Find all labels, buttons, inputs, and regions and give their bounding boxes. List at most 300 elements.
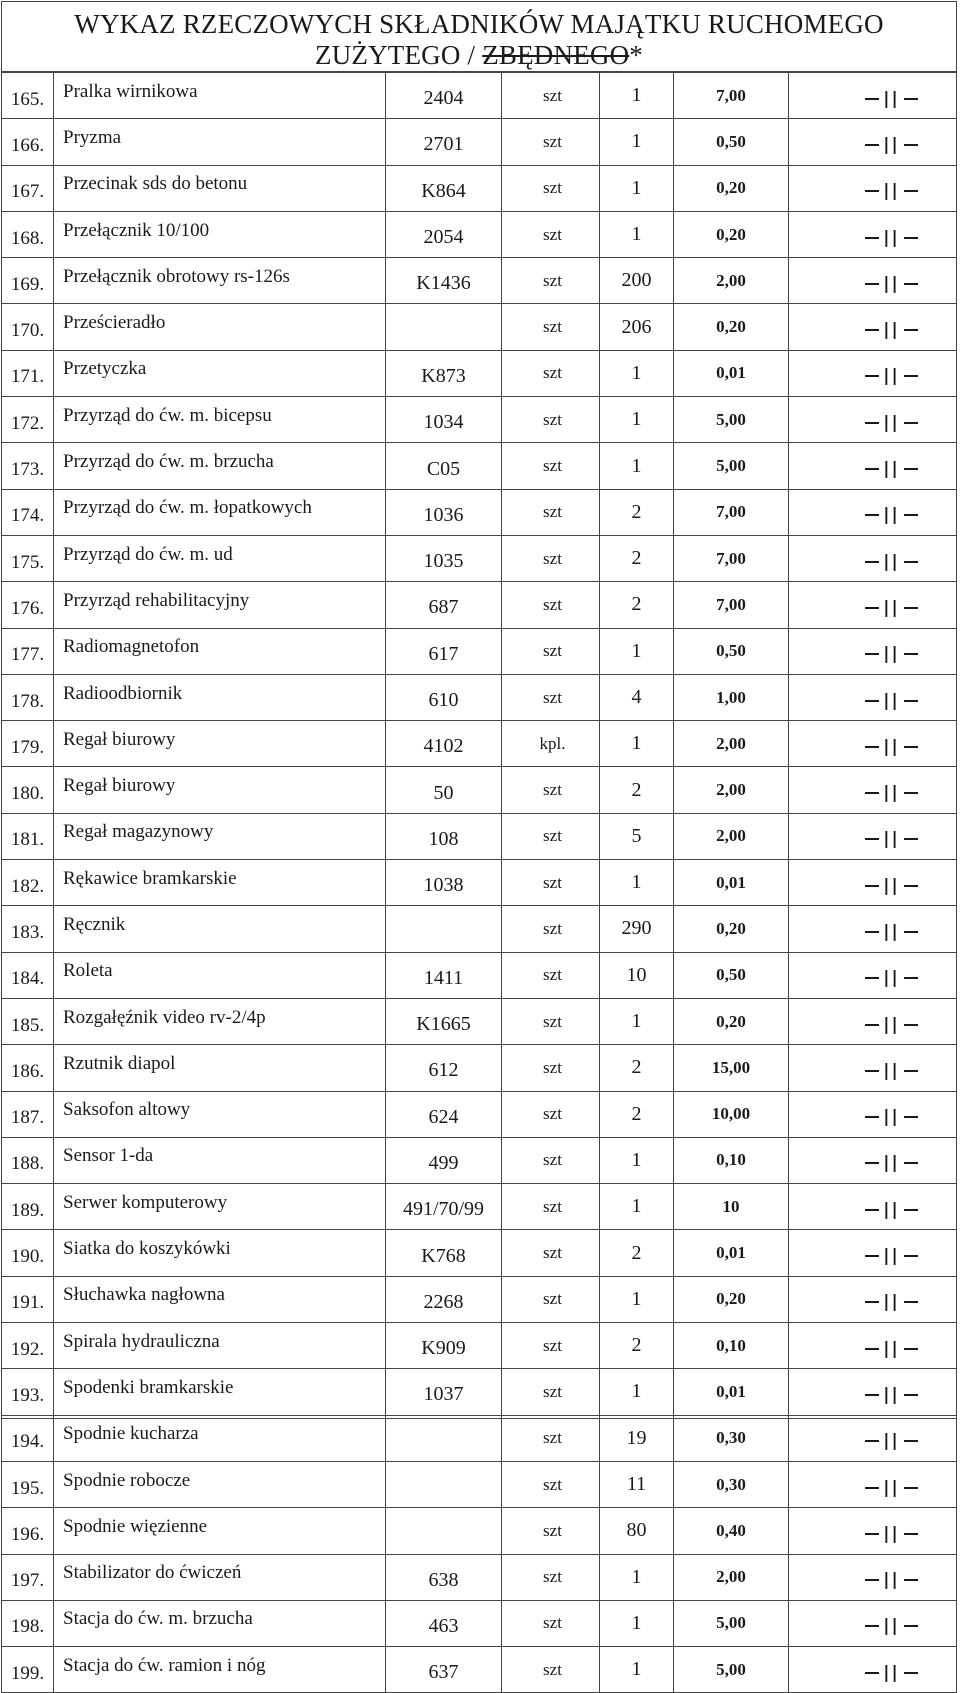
unit: szt <box>502 304 600 350</box>
row-number: 195. <box>2 1461 54 1507</box>
unit: szt <box>502 767 600 813</box>
unit: szt <box>502 1045 600 1091</box>
inventory-number: 491/70/99 <box>386 1184 502 1230</box>
ditto-mark-cell <box>789 674 957 720</box>
item-name: Pralka wirnikowa <box>54 73 386 119</box>
inventory-number <box>386 906 502 952</box>
quantity: 2 <box>600 489 674 535</box>
ditto-mark-cell <box>789 443 957 489</box>
unit: szt <box>502 1415 600 1461</box>
quantity: 2 <box>600 535 674 581</box>
ditto-mark-cell <box>789 1369 957 1415</box>
unit: szt <box>502 1461 600 1507</box>
table-row <box>2 489 957 535</box>
quantity: 11 <box>600 1461 674 1507</box>
quantity: 10 <box>600 952 674 998</box>
table-row <box>2 721 957 767</box>
ditto-mark: || <box>861 1292 921 1312</box>
value: 0,01 <box>674 1369 789 1415</box>
inventory-table <box>1 72 957 1693</box>
inventory-number: K909 <box>386 1323 502 1369</box>
row-number: 191. <box>2 1276 54 1322</box>
value: 2,00 <box>674 1554 789 1600</box>
ditto-mark: || <box>861 1570 921 1590</box>
table-row <box>2 165 957 211</box>
value: 1,00 <box>674 674 789 720</box>
table-row <box>2 258 957 304</box>
item-name: Przyrząd do ćw. m. brzucha <box>54 443 386 489</box>
ditto-mark-cell <box>789 1600 957 1646</box>
ditto-mark-cell <box>789 1415 957 1461</box>
unit: szt <box>502 1508 600 1554</box>
table-row <box>2 767 957 813</box>
quantity: 1 <box>600 998 674 1044</box>
inventory-number: 624 <box>386 1091 502 1137</box>
inventory-number: 1038 <box>386 860 502 906</box>
value: 5,00 <box>674 1647 789 1693</box>
unit: szt <box>502 628 600 674</box>
ditto-mark-cell <box>789 397 957 443</box>
ditto-mark: || <box>861 1200 921 1220</box>
value: 2,00 <box>674 258 789 304</box>
table-row <box>2 813 957 859</box>
value: 0,01 <box>674 1230 789 1276</box>
row-number: 172. <box>2 397 54 443</box>
ditto-mark: || <box>861 1107 921 1127</box>
value: 0,50 <box>674 119 789 165</box>
quantity: 4 <box>600 674 674 720</box>
ditto-mark-cell <box>789 489 957 535</box>
quantity: 1 <box>600 1600 674 1646</box>
row-number: 182. <box>2 860 54 906</box>
ditto-mark-cell <box>789 119 957 165</box>
quantity: 2 <box>600 1323 674 1369</box>
inventory-number: 1036 <box>386 489 502 535</box>
ditto-mark-cell <box>789 1323 957 1369</box>
quantity: 1 <box>600 1184 674 1230</box>
inventory-number: 638 <box>386 1554 502 1600</box>
ditto-mark: || <box>861 691 921 711</box>
value: 0,10 <box>674 1137 789 1183</box>
row-number: 185. <box>2 998 54 1044</box>
item-name: Ręcznik <box>54 906 386 952</box>
value: 0,50 <box>674 952 789 998</box>
unit: szt <box>502 1230 600 1276</box>
row-number: 180. <box>2 767 54 813</box>
quantity: 2 <box>600 1091 674 1137</box>
ditto-mark-cell <box>789 211 957 257</box>
table-row <box>2 1369 957 1415</box>
item-name: Przełącznik 10/100 <box>54 211 386 257</box>
inventory-number: 108 <box>386 813 502 859</box>
table-row <box>2 304 957 350</box>
ditto-mark-cell <box>789 582 957 628</box>
table-row <box>2 1045 957 1091</box>
table-row <box>2 1091 957 1137</box>
quantity: 1 <box>600 721 674 767</box>
item-name: Regał biurowy <box>54 721 386 767</box>
row-number: 166. <box>2 119 54 165</box>
unit: szt <box>502 397 600 443</box>
ditto-mark-cell <box>789 1647 957 1693</box>
ditto-mark: || <box>861 1015 921 1035</box>
value: 0,01 <box>674 860 789 906</box>
ditto-mark: || <box>861 1385 921 1405</box>
table-row <box>2 350 957 396</box>
quantity: 2 <box>600 767 674 813</box>
unit: szt <box>502 1137 600 1183</box>
table-row <box>2 73 957 119</box>
ditto-mark-cell <box>789 258 957 304</box>
ditto-mark-cell <box>789 998 957 1044</box>
ditto-mark: || <box>861 644 921 664</box>
table-row <box>2 1647 957 1693</box>
unit: szt <box>502 211 600 257</box>
row-number: 189. <box>2 1184 54 1230</box>
ditto-mark: || <box>861 783 921 803</box>
row-number: 169. <box>2 258 54 304</box>
unit: szt <box>502 535 600 581</box>
item-name: Przetyczka <box>54 350 386 396</box>
row-number: 179. <box>2 721 54 767</box>
value: 7,00 <box>674 535 789 581</box>
row-number: 187. <box>2 1091 54 1137</box>
item-name: Stacja do ćw. ramion i nóg <box>54 1647 386 1693</box>
table-row <box>2 1276 957 1322</box>
row-number: 174. <box>2 489 54 535</box>
row-number: 176. <box>2 582 54 628</box>
ditto-mark-cell <box>789 1230 957 1276</box>
item-name: Siatka do koszykówki <box>54 1230 386 1276</box>
ditto-mark-cell <box>789 628 957 674</box>
ditto-mark-cell <box>789 1276 957 1322</box>
row-number: 194. <box>2 1415 54 1461</box>
value: 0,20 <box>674 165 789 211</box>
row-number: 175. <box>2 535 54 581</box>
ditto-mark-cell <box>789 1137 957 1183</box>
quantity: 1 <box>600 860 674 906</box>
inventory-number: 1035 <box>386 535 502 581</box>
table-row <box>2 906 957 952</box>
item-name: Radioodbiornik <box>54 674 386 720</box>
row-number: 165. <box>2 73 54 119</box>
table-row <box>2 998 957 1044</box>
ditto-mark: || <box>861 1524 921 1544</box>
row-number: 183. <box>2 906 54 952</box>
ditto-mark: || <box>861 135 921 155</box>
inventory-number <box>386 1508 502 1554</box>
unit: szt <box>502 1554 600 1600</box>
ditto-mark: || <box>861 737 921 757</box>
ditto-mark: || <box>861 228 921 248</box>
inventory-number <box>386 1461 502 1507</box>
unit: szt <box>502 1369 600 1415</box>
title-asterisk: * <box>629 40 643 70</box>
unit: szt <box>502 813 600 859</box>
quantity: 5 <box>600 813 674 859</box>
table-row <box>2 1184 957 1230</box>
inventory-number: K864 <box>386 165 502 211</box>
item-name: Roleta <box>54 952 386 998</box>
ditto-mark-cell <box>789 1554 957 1600</box>
inventory-number: 2268 <box>386 1276 502 1322</box>
row-number: 188. <box>2 1137 54 1183</box>
quantity: 200 <box>600 258 674 304</box>
item-name: Radiomagnetofon <box>54 628 386 674</box>
quantity: 1 <box>600 1647 674 1693</box>
item-name: Spodnie więzienne <box>54 1508 386 1554</box>
ditto-mark-cell <box>789 767 957 813</box>
ditto-mark-cell <box>789 304 957 350</box>
row-number: 198. <box>2 1600 54 1646</box>
row-number: 190. <box>2 1230 54 1276</box>
row-number: 192. <box>2 1323 54 1369</box>
table-row <box>2 582 957 628</box>
quantity: 2 <box>600 582 674 628</box>
ditto-mark: || <box>861 181 921 201</box>
item-name: Rzutnik diapol <box>54 1045 386 1091</box>
inventory-number: 50 <box>386 767 502 813</box>
value: 7,00 <box>674 489 789 535</box>
inventory-number: 612 <box>386 1045 502 1091</box>
ditto-mark: || <box>861 1246 921 1266</box>
value: 0,40 <box>674 1508 789 1554</box>
row-number: 167. <box>2 165 54 211</box>
table-row <box>2 397 957 443</box>
quantity: 1 <box>600 73 674 119</box>
inventory-number: C05 <box>386 443 502 489</box>
ditto-mark: || <box>861 1431 921 1451</box>
item-name: Regał biurowy <box>54 767 386 813</box>
quantity: 2 <box>600 1230 674 1276</box>
ditto-mark-cell <box>789 1045 957 1091</box>
ditto-mark: || <box>861 1663 921 1683</box>
quantity: 1 <box>600 165 674 211</box>
unit: szt <box>502 1091 600 1137</box>
title-zbednego-struck: ZBĘDNEGO <box>482 40 630 70</box>
row-number: 181. <box>2 813 54 859</box>
ditto-mark: || <box>861 876 921 896</box>
item-name: Przyrząd do ćw. m. ud <box>54 535 386 581</box>
row-number: 173. <box>2 443 54 489</box>
inventory-number: 617 <box>386 628 502 674</box>
ditto-mark: || <box>861 320 921 340</box>
ditto-mark-cell <box>789 721 957 767</box>
item-name: Rękawice bramkarskie <box>54 860 386 906</box>
inventory-number: K768 <box>386 1230 502 1276</box>
unit: szt <box>502 1184 600 1230</box>
item-name: Rozgałęźnik video rv-2/4p <box>54 998 386 1044</box>
ditto-mark-cell <box>789 906 957 952</box>
row-number: 196. <box>2 1508 54 1554</box>
value: 2,00 <box>674 721 789 767</box>
ditto-mark-cell <box>789 350 957 396</box>
quantity: 1 <box>600 1554 674 1600</box>
ditto-mark: || <box>861 1061 921 1081</box>
row-number: 193. <box>2 1369 54 1415</box>
item-name: Przyrząd do ćw. m. łopatkowych <box>54 489 386 535</box>
table-row <box>2 1230 957 1276</box>
row-number: 168. <box>2 211 54 257</box>
ditto-mark: || <box>861 1478 921 1498</box>
row-number: 178. <box>2 674 54 720</box>
inventory-number: 1034 <box>386 397 502 443</box>
item-name: Saksofon altowy <box>54 1091 386 1137</box>
inventory-number: K1665 <box>386 998 502 1044</box>
unit: szt <box>502 443 600 489</box>
ditto-mark: || <box>861 598 921 618</box>
value: 5,00 <box>674 443 789 489</box>
title-zuzytego: ZUŻYTEGO / <box>315 40 483 70</box>
row-number: 197. <box>2 1554 54 1600</box>
table-row <box>2 1323 957 1369</box>
value: 7,00 <box>674 73 789 119</box>
unit: szt <box>502 860 600 906</box>
row-number: 177. <box>2 628 54 674</box>
ditto-mark-cell <box>789 1508 957 1554</box>
unit: szt <box>502 906 600 952</box>
quantity: 206 <box>600 304 674 350</box>
item-name: Prześcieradło <box>54 304 386 350</box>
quantity: 1 <box>600 443 674 489</box>
ditto-mark-cell <box>789 535 957 581</box>
unit: szt <box>502 73 600 119</box>
ditto-mark-cell <box>789 813 957 859</box>
unit: szt <box>502 998 600 1044</box>
inventory-number: 687 <box>386 582 502 628</box>
table-row <box>2 1137 957 1183</box>
row-number: 184. <box>2 952 54 998</box>
inventory-number: K873 <box>386 350 502 396</box>
inventory-rows <box>2 73 957 1693</box>
ditto-mark: || <box>861 89 921 109</box>
item-name: Spodnie robocze <box>54 1461 386 1507</box>
row-number: 171. <box>2 350 54 396</box>
item-name: Słuchawka nagłowna <box>54 1276 386 1322</box>
unit: szt <box>502 582 600 628</box>
table-row <box>2 1461 957 1507</box>
ditto-mark-cell <box>789 1091 957 1137</box>
quantity: 19 <box>600 1415 674 1461</box>
inventory-number <box>386 1415 502 1461</box>
ditto-mark-cell <box>789 860 957 906</box>
item-name: Przyrząd do ćw. m. bicepsu <box>54 397 386 443</box>
ditto-mark: || <box>861 459 921 479</box>
inventory-number <box>386 304 502 350</box>
ditto-mark: || <box>861 922 921 942</box>
value: 0,10 <box>674 1323 789 1369</box>
table-row <box>2 628 957 674</box>
inventory-number: K1436 <box>386 258 502 304</box>
value: 0,20 <box>674 1276 789 1322</box>
item-name: Regał magazynowy <box>54 813 386 859</box>
quantity: 1 <box>600 350 674 396</box>
value: 0,20 <box>674 906 789 952</box>
value: 0,50 <box>674 628 789 674</box>
ditto-mark: || <box>861 968 921 988</box>
item-name: Spodnie kucharza <box>54 1415 386 1461</box>
value: 0,20 <box>674 998 789 1044</box>
unit: szt <box>502 258 600 304</box>
item-name: Spirala hydrauliczna <box>54 1323 386 1369</box>
inventory-number: 2054 <box>386 211 502 257</box>
unit: szt <box>502 1276 600 1322</box>
unit: szt <box>502 165 600 211</box>
item-name: Stabilizator do ćwiczeń <box>54 1554 386 1600</box>
ditto-mark: || <box>861 366 921 386</box>
quantity: 1 <box>600 397 674 443</box>
row-number: 199. <box>2 1647 54 1693</box>
value: 0,20 <box>674 304 789 350</box>
quantity: 1 <box>600 1369 674 1415</box>
quantity: 1 <box>600 1276 674 1322</box>
item-name: Stacja do ćw. m. brzucha <box>54 1600 386 1646</box>
value: 0,20 <box>674 211 789 257</box>
unit: szt <box>502 674 600 720</box>
ditto-mark-cell <box>789 1461 957 1507</box>
inventory-number: 2404 <box>386 73 502 119</box>
inventory-number: 4102 <box>386 721 502 767</box>
title-line-2 <box>2 40 956 71</box>
inventory-number: 463 <box>386 1600 502 1646</box>
inventory-number: 2701 <box>386 119 502 165</box>
ditto-mark: || <box>861 1153 921 1173</box>
document-title <box>2 2 956 72</box>
quantity: 290 <box>600 906 674 952</box>
ditto-mark: || <box>861 274 921 294</box>
inventory-number: 610 <box>386 674 502 720</box>
unit: szt <box>502 1647 600 1693</box>
value: 5,00 <box>674 1600 789 1646</box>
ditto-mark-cell <box>789 165 957 211</box>
item-name: Przyrząd rehabilitacyjny <box>54 582 386 628</box>
unit: szt <box>502 1600 600 1646</box>
table-row <box>2 1554 957 1600</box>
table-row <box>2 1508 957 1554</box>
value: 0,30 <box>674 1415 789 1461</box>
row-number: 170. <box>2 304 54 350</box>
ditto-mark: || <box>861 413 921 433</box>
inventory-number: 637 <box>386 1647 502 1693</box>
quantity: 1 <box>600 211 674 257</box>
ditto-mark-cell <box>789 952 957 998</box>
quantity: 1 <box>600 119 674 165</box>
ditto-mark: || <box>861 552 921 572</box>
table-row <box>2 1415 957 1461</box>
table-row <box>2 119 957 165</box>
unit: szt <box>502 119 600 165</box>
value: 15,00 <box>674 1045 789 1091</box>
table-row <box>2 443 957 489</box>
table-row <box>2 674 957 720</box>
unit: szt <box>502 1323 600 1369</box>
value: 10 <box>674 1184 789 1230</box>
ditto-mark: || <box>861 1616 921 1636</box>
item-name: Przełącznik obrotowy rs-126s <box>54 258 386 304</box>
table-row <box>2 211 957 257</box>
ditto-mark-cell <box>789 1184 957 1230</box>
value: 5,00 <box>674 397 789 443</box>
ditto-mark-cell <box>789 73 957 119</box>
inventory-sheet <box>1 1 957 1684</box>
unit: szt <box>502 489 600 535</box>
quantity: 80 <box>600 1508 674 1554</box>
inventory-number: 499 <box>386 1137 502 1183</box>
item-name: Spodenki bramkarskie <box>54 1369 386 1415</box>
item-name: Serwer komputerowy <box>54 1184 386 1230</box>
unit: kpl. <box>502 721 600 767</box>
unit: szt <box>502 350 600 396</box>
